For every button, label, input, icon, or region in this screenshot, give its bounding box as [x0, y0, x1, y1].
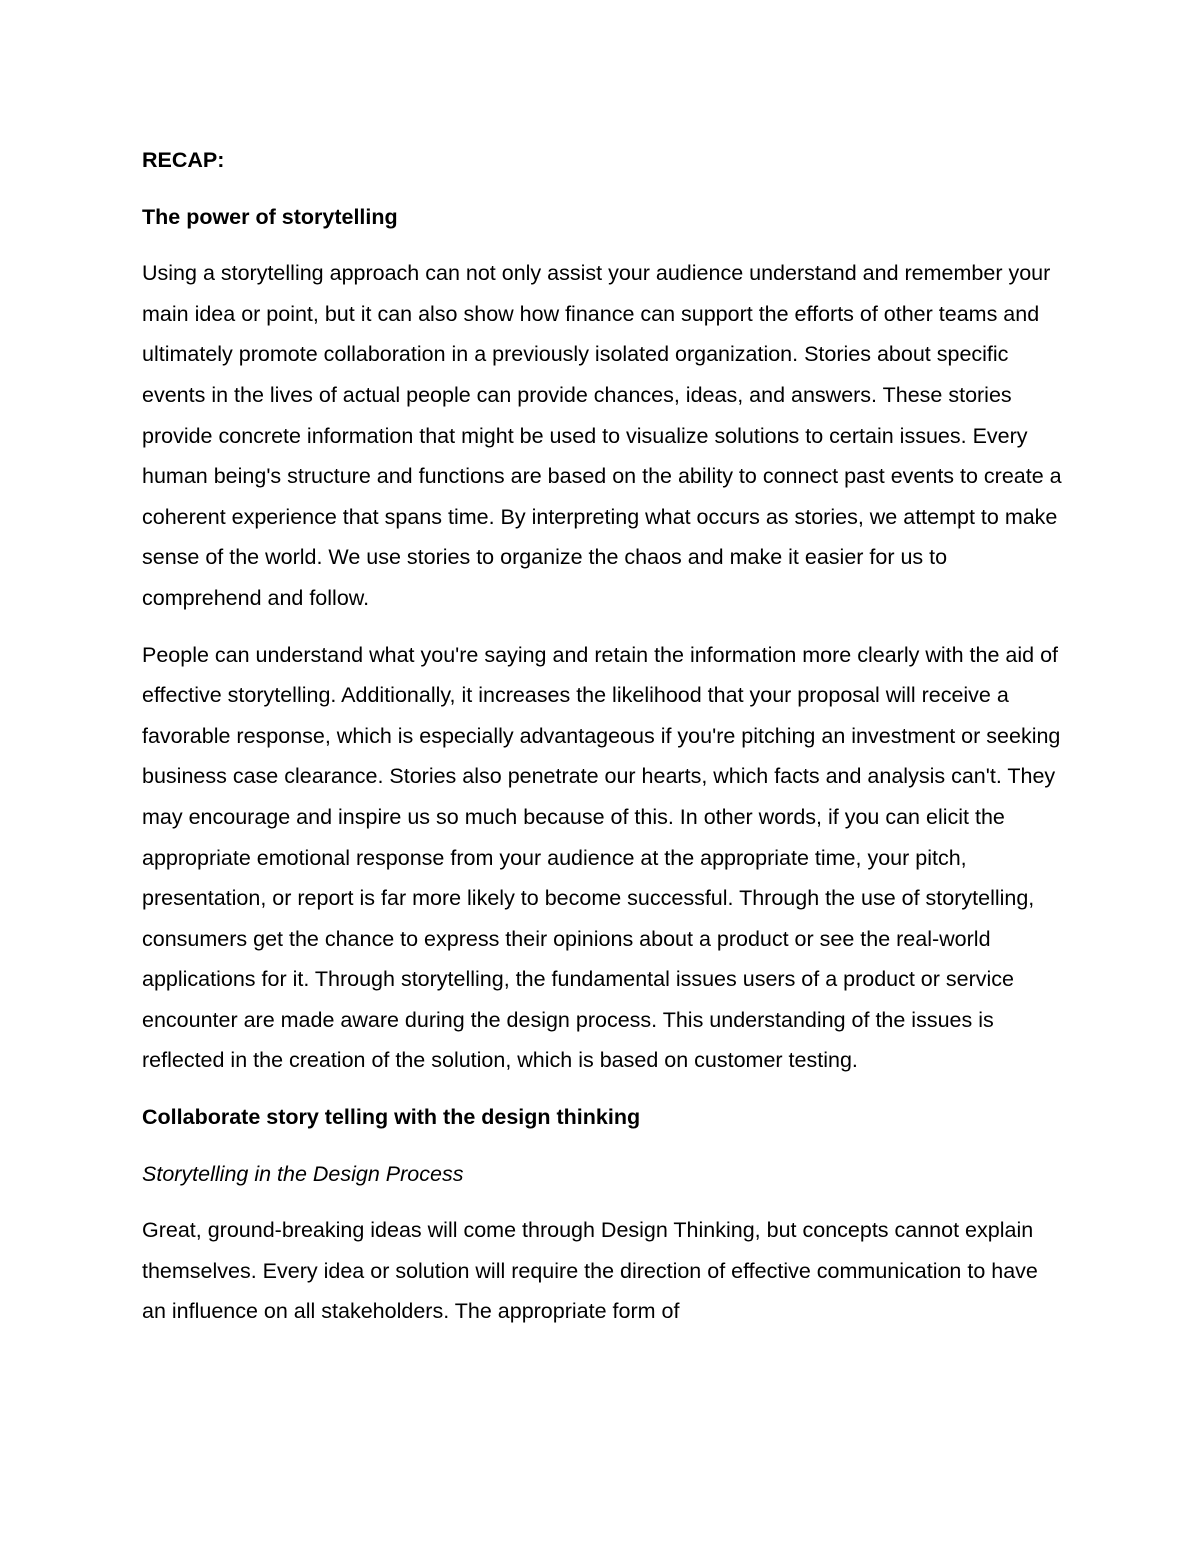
paragraph: People can understand what you're saying and retain the information more clearly with the aid of effective storytelling. Additionally, it increases the likelihood that your proposal will receive a favorable response, which is especially advantageous if you're pitching an investment or seeking business case clearance. Stories also penetrate our hearts, which facts and analysis can't. They may encourage and inspire us so much because of this. In other words, if you can elicit the appropriate emotional response from your audience at the appropriate time, your pitch, presentation, or report is far more likely to become successful. Through the use of storytelling, consumers get the chance to express their opinions about a product or see the real-world applications for it. Through storytelling, the fundamental issues users of a product or service encounter are made aware during the design process. This understanding of the issues is reflected in the creation of the solution, which is based on customer testing.: [142, 642, 1061, 1073]
paragraph: Using a storytelling approach can not only assist your audience understand and remember your main idea or point, but it can also show how finance can support the efforts of other teams and ultimately promote collaboration in a previously isolated organization. Stories about specific events in the lives of actual people can provide chances, ideas, and answers. These stories provide concrete information that might be used to visualize solutions to certain issues. Every human being's structure and functions are based on the ability to connect past events to create a coherent experience that spans time. By interpreting what occurs as stories, we attempt to make sense of the world. We use stories to organize the chaos and make it easier for us to comprehend and follow.: [142, 261, 1062, 610]
paragraph: Great, ground-breaking ideas will come through Design Thinking, but concepts cannot explain themselves. Every idea or solution will require the direction of effective communication to have an influence on all stakeholders. The appropriate form of: [142, 1218, 1038, 1324]
section-subtitle: Storytelling in the Design Process: [142, 1161, 464, 1186]
section-title-collaborate-storytelling: Collaborate story telling with the design thinking: [142, 1105, 641, 1130]
recap-heading: RECAP:: [142, 148, 225, 172]
document-body: [142, 140, 1067, 1348]
section-title-power-of-storytelling: The power of storytelling: [142, 204, 398, 229]
